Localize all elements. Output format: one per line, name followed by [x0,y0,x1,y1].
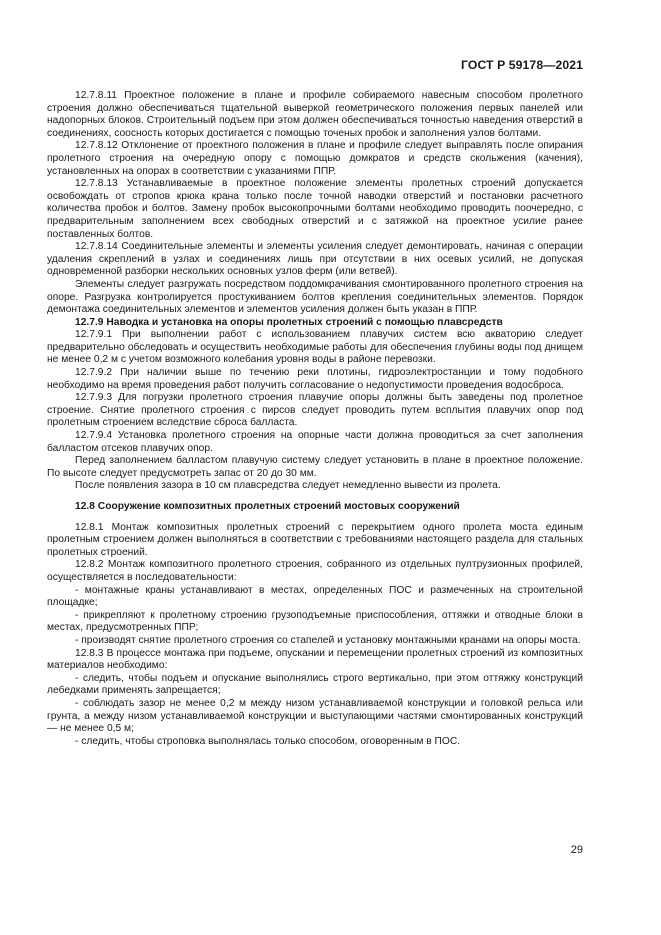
list-item: - соблюдать зазор не менее 0,2 м между низом устанавливаемой конструкции и головкой рельса или грунта, а между низом устанавливаемой конструкции и выступающими частями смонтированных конструкций — не менее 0,5 м; [47,697,583,735]
list-item: - производят снятие пролетного строения со стапелей и установку монтажными кранами на опоры моста. [75,634,581,646]
section-heading: 12.8 Сооружение композитных пролетных строений мостовых сооружений [75,501,460,512]
paragraph: 12.7.8.11 Проектное положение в плане и профиле собираемого навесным способом пролетного строения должно обеспечиваться тщательной выверкой геометрического положения первых панелей или надопорных блоков. Строительный подъем при этом должен обеспечиваться точностью наведения отверстий в соединениях, соосность которых достигается с помощью точеных пробок и заполнения узлов болтами. [47,90,583,139]
paragraph: 12.7.9.1 При выполнении работ с использованием плавучих систем всю акваторию следует предварительно обследовать и осуществить необходимые работы для обеспечения глубины воды под днищем не менее 0,2 м с учетом возможного колебания уровня воды в районе перевозки. [47,329,583,366]
paragraph: Перед заполнением балластом плавучую систему следует установить в плане в проектное положение. По высоте следует предусмотреть запас от 20 до 30 мм. [47,455,583,479]
paragraph: 12.7.8.14 Соединительные элементы и элементы усиления следует демонтировать, начиная с операции удаления скреплений в узлах и соединениях лишь при отсутствии в них осевых усилий, не допуская одновременной разборки нескольких основных узлов ферм (или ветвей). [47,241,583,278]
list-item: - прикрепляют к пролетному строению грузоподъемные приспособления, оттяжки и отводные блоки в местах, предусмотренных ППР; [47,609,583,634]
paragraph: 12.8.1 Монтаж композитных пролетных строений с перекрытием одного пролета моста единым пролетным строением должен выполняться в соответствии с требованиями настоящего раздела для стальных пролетных строений. [47,521,583,558]
list-item: - следить, чтобы строповка выполнялась только способом, оговоренным в ПОС. [75,735,461,747]
list-item: - следить, чтобы подъем и опускание выполнялись строго вертикально, при этом оттяжку конструкций лебедками применять запрещается; [47,672,583,697]
page-number: 29 [570,844,583,856]
paragraph: 12.7.9.2 При наличии выше по течению реки плотины, гидроэлектростанции и тому подобного необходимо на время проведения работ получить согласование о недопустимости проведения водосброса. [47,367,583,391]
paragraph: Элементы следует разгружать посредством поддомкрачивания смонтированного пролетного строения на опоре. Разгрузка контролируется простукиванием болтов крепления соединительных элементов. Порядок демонтажа соединительных элементов и элементов усиления должен быть указан в ППР. [47,278,583,316]
paragraph: 12.7.9.3 Для погрузки пролетного строения плавучие опоры должны быть заведены под пролетное строение. Снятие пролетного строения с пирсов следует проводить путем всплытия плавучих опор под пролетным строением вследствие сброса балласта. [47,392,583,429]
paragraph: 12.8.2 Монтаж композитного пролетного строения, собранного из отдельных пултрузионных профилей, осуществляется в последовательности: [47,559,583,583]
paragraph: 12.7.8.12 Отклонение от проектного положения в плане и профиле следует выправлять после опирания пролетного строения на очередную опору с помощью домкратов и средств скольжения (качения), установленных на опорах в соответствии с указаниями ППР. [47,140,583,177]
paragraph: После появления зазора в 10 см плавсредства следует немедленно вывести из пролета. [75,480,501,492]
list-item: - монтажные краны устанавливают в местах, определенных ПОС и размеченных на строительной площадке; [47,584,583,609]
document-header: ГОСТ Р 59178—2021 [461,58,583,72]
document-body [47,90,583,748]
paragraph: 12.7.9.4 Установка пролетного строения на опорные части должна проводиться за счет заполнения балластом отсеков плавучих опор. [47,430,583,454]
paragraph: 12.8.3 В процессе монтажа при подъеме, опускании и перемещении пролетных строений из композитных материалов необходимо: [47,647,583,672]
paragraph: 12.7.8.13 Устанавливаемые в проектное положение элементы пролетных строений допускается освобождать от стропов крюка крана только после точной наводки отверстий и постановки расчетного количества пробок и болтов. Замену пробок высокопрочными болтами необходимо проводить поочередно, с предварительным заполнением всех свободных отверстий и с затяжкой на проектное усилие ранее поставленных болтов. [47,178,583,240]
section-heading: 12.7.9 Наводка и установка на опоры пролетных строений с помощью плавсредств [75,316,503,328]
